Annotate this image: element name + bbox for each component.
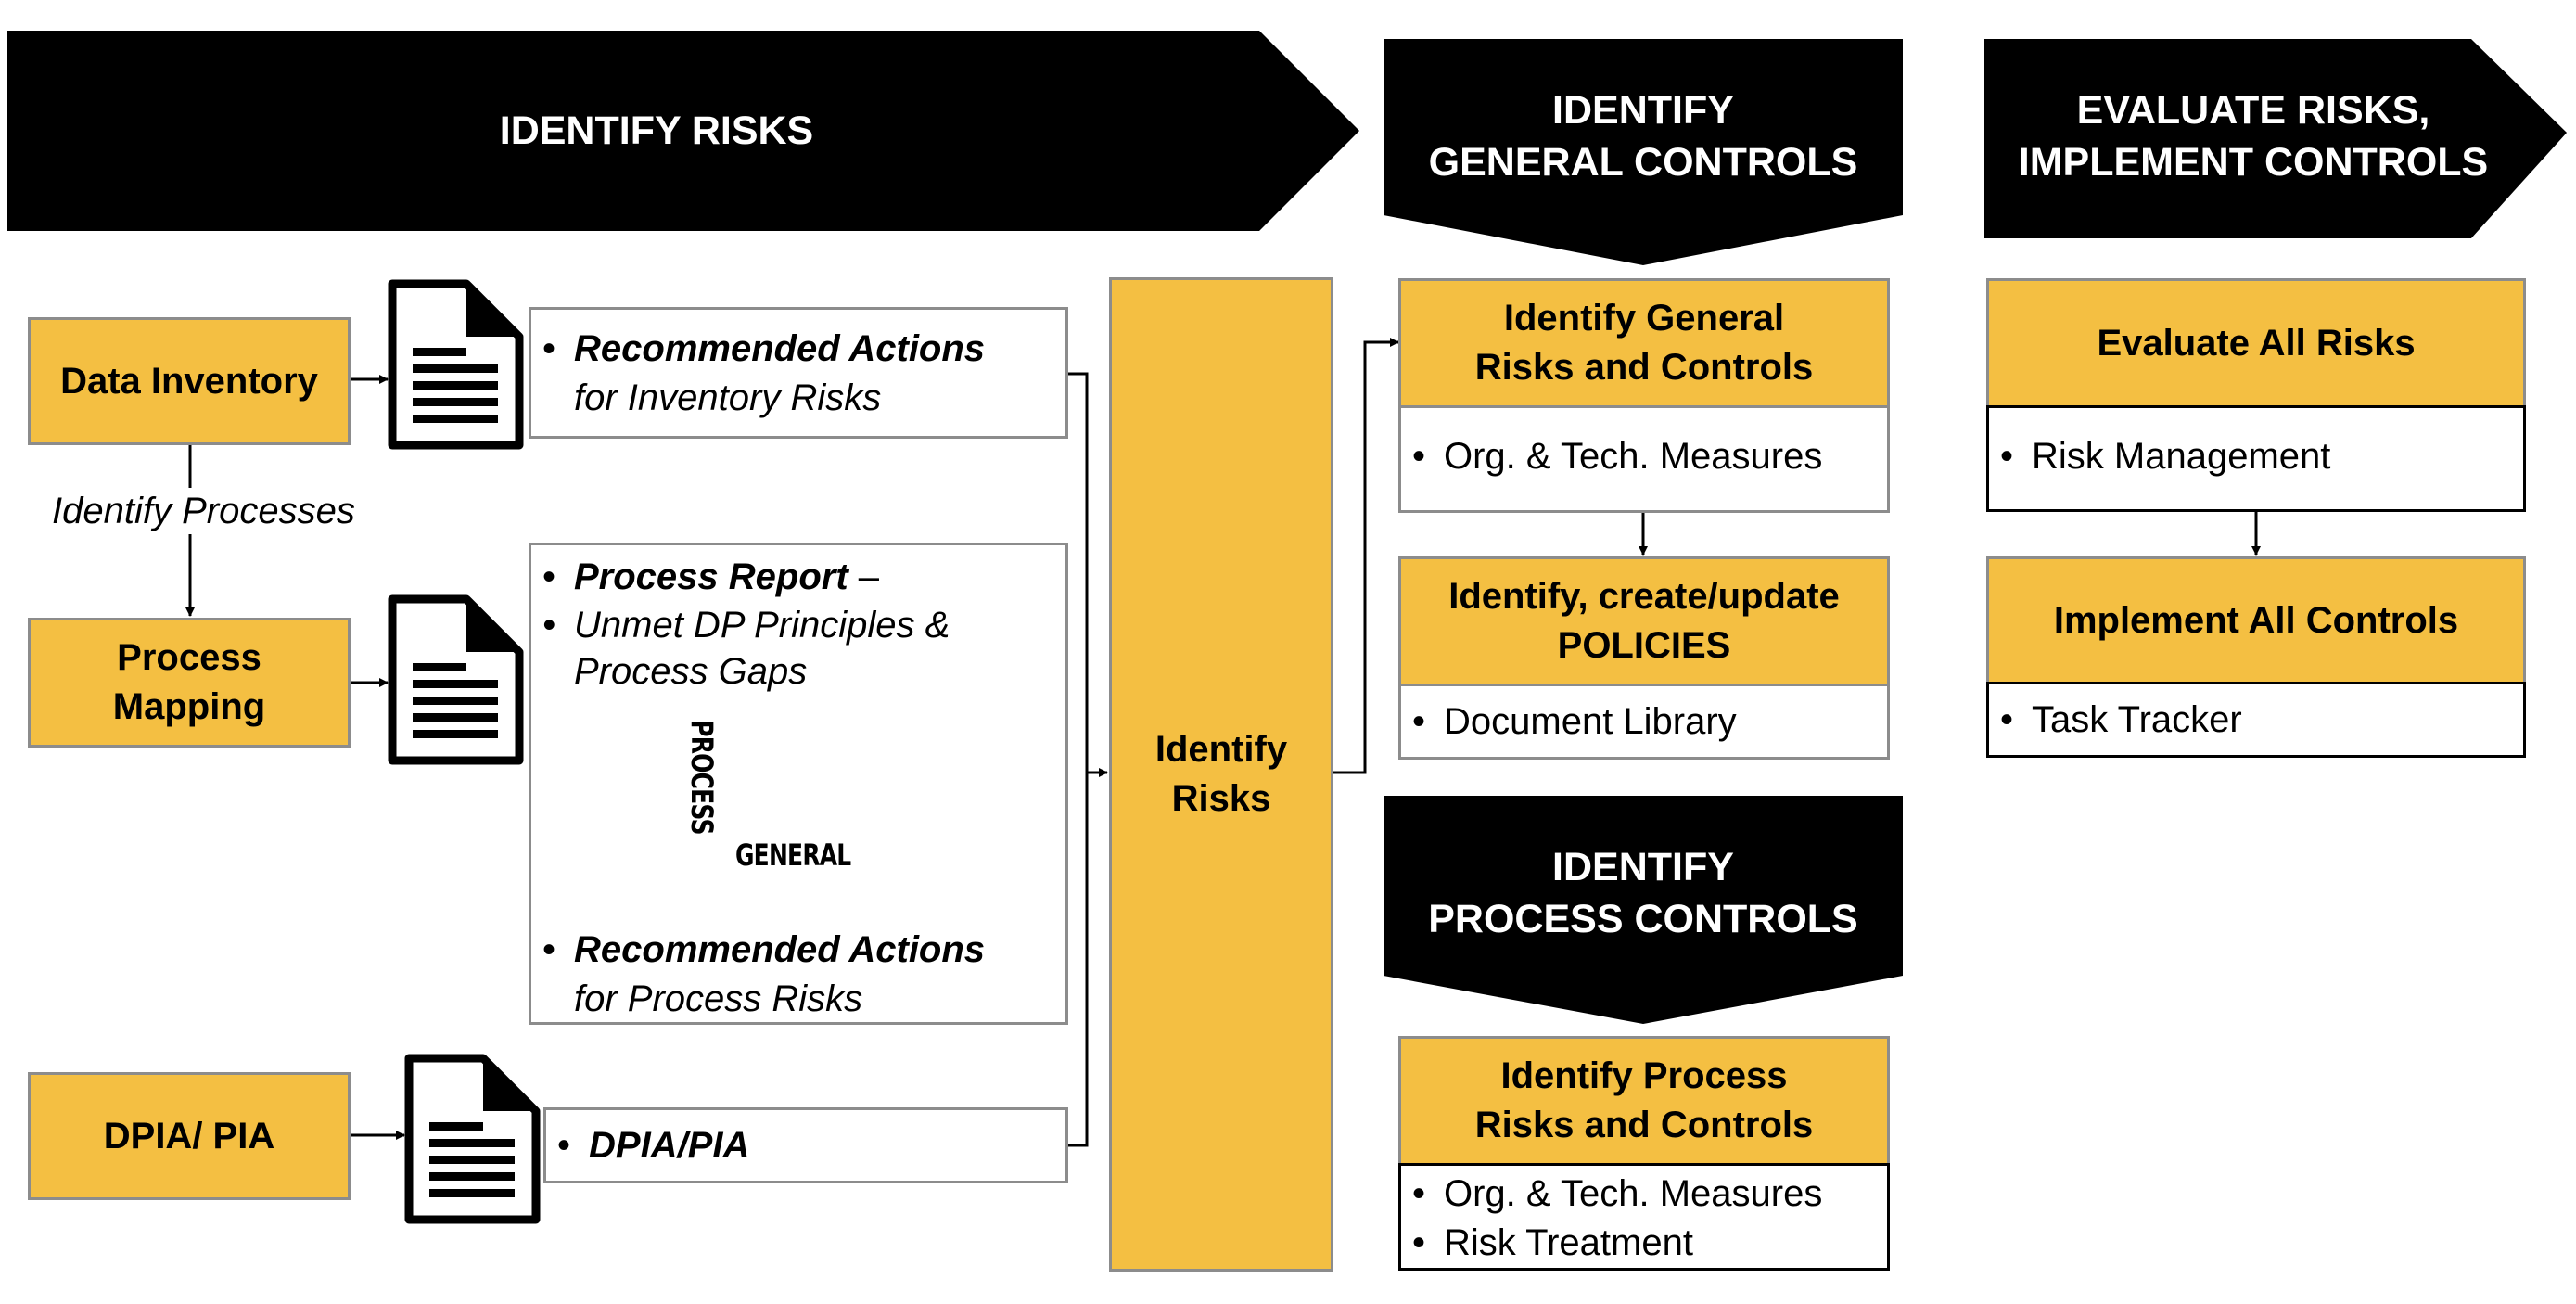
box-label: POLICIES [1557,625,1731,666]
list-item-cont: for Process Risks [574,978,863,1019]
list-item: • Risk Treatment [1401,1219,1887,1268]
header-general-controls [1384,76,1903,197]
process-items-box [1398,1163,1890,1271]
box-label: Data Inventory [60,360,318,402]
box-label: Risks and Controls [1474,347,1814,388]
box-label: Implement All Controls [2053,599,2459,641]
list-item: • Risk Management [1989,432,2523,481]
box-label: Identify General [1503,298,1785,339]
list-item: • Document Library [1401,697,1887,747]
box-label: Mapping [112,686,266,727]
box-label: Evaluate All Risks [2097,322,2416,364]
list-item: • Org. & Tech. Measures [1401,432,1887,481]
box-label: Risks and Controls [1474,1105,1814,1145]
document-icon-process [392,599,519,761]
identify-risks-center-box [1109,277,1333,1272]
box-label: DPIA/ PIA [103,1115,275,1157]
header-line: EVALUATE RISKS, [2076,88,2430,133]
list-item-cont: for Inventory Risks [574,377,882,418]
general-items-box [1398,405,1890,513]
box-label: Identify Process [1500,1055,1788,1096]
evaluate-all-risks-box [1986,278,2526,408]
data-inventory-box [28,317,351,445]
process-report-actions [531,926,1065,1024]
document-icon-dpia [409,1058,536,1220]
box-label: Process [117,637,261,678]
general-risks-controls-box [1398,278,1890,408]
box-label: Risks [1171,778,1271,819]
header-line: IDENTIFY [1552,845,1734,889]
identify-processes-label: Identify Processes [52,488,355,534]
box-label: Identify, create/update [1448,576,1840,617]
list-item: • Process Report – [531,553,1065,602]
implement-all-controls-box [1986,556,2526,684]
header-line: IMPLEMENT CONTROLS [2018,140,2489,185]
policies-box [1398,556,1890,686]
box-label: Identify [1154,729,1288,770]
evaluate-items-box [1986,405,2526,512]
dpia-output-box [543,1107,1068,1183]
header-evaluate [1984,76,2522,197]
list-item: • Recommended Actions [531,926,1065,975]
header-process-controls [1384,833,1903,953]
list-item: • Org. & Tech. Measures [1401,1170,1887,1219]
header-text: IDENTIFY RISKS [499,109,814,153]
list-item: • Unmet DP Principles & [531,602,1065,648]
dpia-pia-box [28,1072,351,1200]
inventory-actions-box [529,307,1068,439]
header-identify-risks [7,31,1306,231]
header-line: PROCESS CONTROLS [1428,897,1858,941]
header-line: GENERAL CONTROLS [1428,140,1858,185]
process-mapping-box [28,618,351,748]
list-item: • Recommended Actions [531,325,1065,374]
grid-process-label: PROCESS [684,720,720,835]
implement-items-box [1986,682,2526,758]
grid-general-label: GENERAL [734,837,851,873]
policies-items-box [1398,684,1890,760]
list-item: • DPIA/PIA [546,1121,1065,1170]
process-risks-controls-box [1398,1036,1890,1166]
document-icon-inventory [392,284,519,445]
header-line: IDENTIFY [1552,88,1734,133]
list-item: • Task Tracker [1989,696,2523,745]
list-item-cont: Process Gaps [574,651,808,692]
